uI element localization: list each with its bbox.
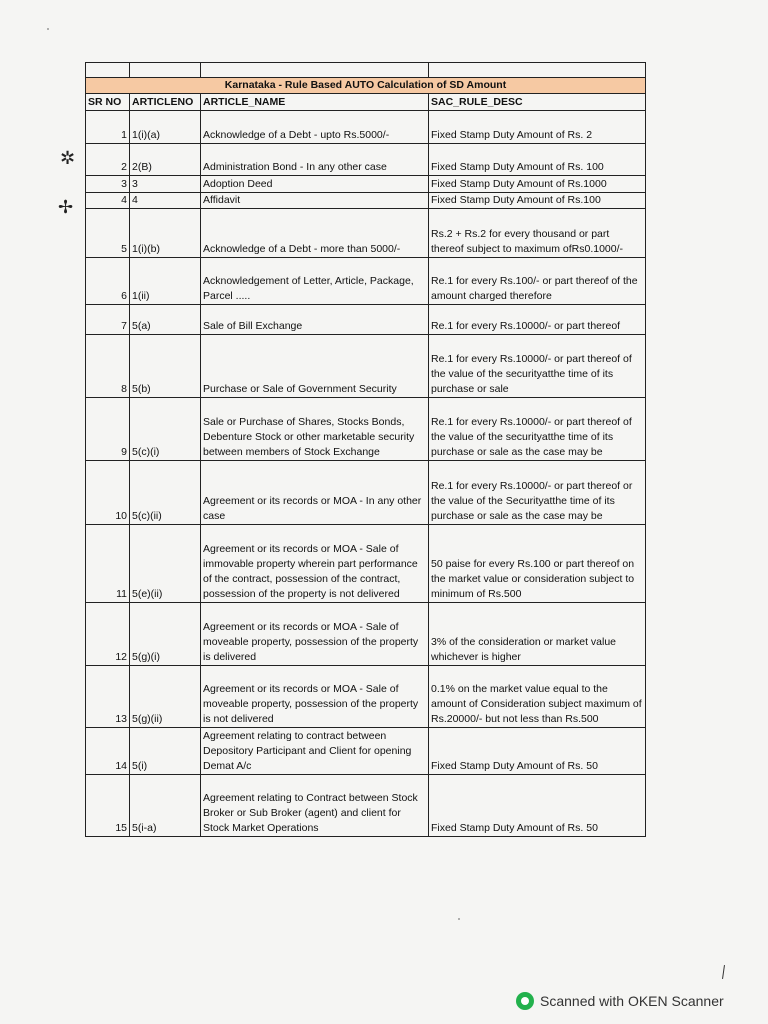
sr-no-cell: 4 <box>86 193 130 209</box>
rule-desc-cell: Fixed Stamp Duty Amount of Rs. 50 <box>429 728 646 775</box>
sr-no-cell: 15 <box>86 775 130 837</box>
article-no-cell: 4 <box>130 193 201 209</box>
rule-desc-cell: 0.1% on the market value equal to the amount of Consideration subject maximum of Rs.20000/- but not less than Rs.500 <box>429 666 646 728</box>
article-name-cell: Agreement or its records or MOA - Sale of immovable property wherein part performance of the contract, possession of the contract, possession of the property is not delivered <box>201 525 429 603</box>
article-name-cell: Administration Bond - In any other case <box>201 144 429 176</box>
rule-desc-cell: Fixed Stamp Duty Amount of Rs. 100 <box>429 144 646 176</box>
rule-desc-cell: Fixed Stamp Duty Amount of Rs. 2 <box>429 111 646 144</box>
blank-cell <box>130 63 201 78</box>
sr-no-cell: 11 <box>86 525 130 603</box>
article-name-cell: Agreement or its records or MOA - Sale of moveable property, possession of the property is not delivered <box>201 666 429 728</box>
sr-no-cell: 2 <box>86 144 130 176</box>
header-row <box>86 94 646 111</box>
article-name-cell: Agreement relating to Contract between Stock Broker or Sub Broker (agent) and client for Stock Market Operations <box>201 775 429 837</box>
rule-desc-cell: Re.1 for every Rs.100/- or part thereof of the amount charged therefore <box>429 258 646 305</box>
table-row <box>86 775 646 837</box>
sr-no-cell: 8 <box>86 335 130 398</box>
article-no-cell: 5(i-a) <box>130 775 201 837</box>
rule-desc-cell: 3% of the consideration or market value whichever is higher <box>429 603 646 666</box>
header-sr-no: SR NO <box>86 94 130 111</box>
article-no-cell: 1(i)(b) <box>130 209 201 258</box>
sr-no-cell: 3 <box>86 176 130 193</box>
article-no-cell: 5(g)(ii) <box>130 666 201 728</box>
article-name-cell: Acknowledge of a Debt - upto Rs.5000/- <box>201 111 429 144</box>
article-name-cell: Acknowledge of a Debt - more than 5000/- <box>201 209 429 258</box>
table-row <box>86 525 646 603</box>
stamp-duty-table <box>85 62 646 837</box>
table-title: Karnataka - Rule Based AUTO Calculation of SD Amount <box>86 78 646 94</box>
blank-cell <box>201 63 429 78</box>
article-name-cell: Agreement or its records or MOA - In any other case <box>201 461 429 525</box>
sr-no-cell: 14 <box>86 728 130 775</box>
article-no-cell: 5(b) <box>130 335 201 398</box>
table-row <box>86 728 646 775</box>
sr-no-cell: 7 <box>86 305 130 335</box>
star-annotation-icon: ✲ <box>60 148 76 169</box>
article-no-cell: 5(g)(i) <box>130 603 201 666</box>
article-no-cell: 1(i)(a) <box>130 111 201 144</box>
article-no-cell: 1(ii) <box>130 258 201 305</box>
table-row <box>86 111 646 144</box>
article-name-cell: Agreement relating to contract between Depository Participant and Client for opening Demat A/c <box>201 728 429 775</box>
scanner-logo-icon <box>516 992 534 1010</box>
sr-no-cell: 9 <box>86 398 130 461</box>
header-article-no: ARTICLENO <box>130 94 201 111</box>
cross-annotation-icon: ✢ <box>58 197 74 218</box>
article-no-cell: 5(i) <box>130 728 201 775</box>
blank-row <box>86 63 646 78</box>
title-row <box>86 78 646 94</box>
sr-no-cell: 6 <box>86 258 130 305</box>
blank-cell <box>429 63 646 78</box>
table-row <box>86 666 646 728</box>
table-row <box>86 176 646 193</box>
article-name-cell: Sale of Bill Exchange <box>201 305 429 335</box>
article-no-cell: 3 <box>130 176 201 193</box>
sr-no-cell: 12 <box>86 603 130 666</box>
sr-no-cell: 10 <box>86 461 130 525</box>
table-row <box>86 144 646 176</box>
article-no-cell: 5(c)(ii) <box>130 461 201 525</box>
rule-desc-cell: Re.1 for every Rs.10000/- or part thereof of the value of the securityatthe time of its purchase or sale as the case may be <box>429 398 646 461</box>
scan-speck <box>47 28 49 30</box>
article-no-cell: 5(e)(ii) <box>130 525 201 603</box>
rule-desc-cell: Fixed Stamp Duty Amount of Rs. 50 <box>429 775 646 837</box>
article-no-cell: 5(a) <box>130 305 201 335</box>
sr-no-cell: 5 <box>86 209 130 258</box>
table-row <box>86 603 646 666</box>
table-row <box>86 258 646 305</box>
table-row <box>86 305 646 335</box>
scanner-watermark-text: Scanned with OKEN Scanner <box>540 993 724 1009</box>
table-row <box>86 193 646 209</box>
table-row <box>86 461 646 525</box>
article-name-cell: Affidavit <box>201 193 429 209</box>
rule-desc-cell: Re.1 for every Rs.10000/- or part thereof <box>429 305 646 335</box>
scan-speck <box>458 918 460 920</box>
article-no-cell: 5(c)(i) <box>130 398 201 461</box>
table-row <box>86 398 646 461</box>
sr-no-cell: 1 <box>86 111 130 144</box>
rule-desc-cell: Fixed Stamp Duty Amount of Rs.1000 <box>429 176 646 193</box>
sr-no-cell: 13 <box>86 666 130 728</box>
rule-desc-cell: Re.1 for every Rs.10000/- or part thereof or the value of the Securityatthe time of its purchase or sale as the case may be <box>429 461 646 525</box>
blank-cell <box>86 63 130 78</box>
table-row <box>86 335 646 398</box>
article-name-cell: Acknowledgement of Letter, Article, Package, Parcel ..... <box>201 258 429 305</box>
rule-desc-cell: 50 paise for every Rs.100 or part thereof on the market value or consideration subject to minimum of Rs.500 <box>429 525 646 603</box>
header-article-name: ARTICLE_NAME <box>201 94 429 111</box>
rule-desc-cell: Fixed Stamp Duty Amount of Rs.100 <box>429 193 646 209</box>
header-sac-rule-desc: SAC_RULE_DESC <box>429 94 646 111</box>
article-name-cell: Adoption Deed <box>201 176 429 193</box>
article-no-cell: 2(B) <box>130 144 201 176</box>
article-name-cell: Purchase or Sale of Government Security <box>201 335 429 398</box>
pen-tick-mark <box>722 965 725 979</box>
article-name-cell: Sale or Purchase of Shares, Stocks Bonds, Debenture Stock or other marketable security between members of Stock Exchange <box>201 398 429 461</box>
scanner-watermark <box>516 990 766 1012</box>
rule-desc-cell: Rs.2 + Rs.2 for every thousand or part thereof subject to maximum ofRs0.1000/- <box>429 209 646 258</box>
rule-desc-cell: Re.1 for every Rs.10000/- or part thereof of the value of the securityatthe time of its purchase or sale <box>429 335 646 398</box>
table-row <box>86 209 646 258</box>
article-name-cell: Agreement or its records or MOA - Sale of moveable property, possession of the property is delivered <box>201 603 429 666</box>
